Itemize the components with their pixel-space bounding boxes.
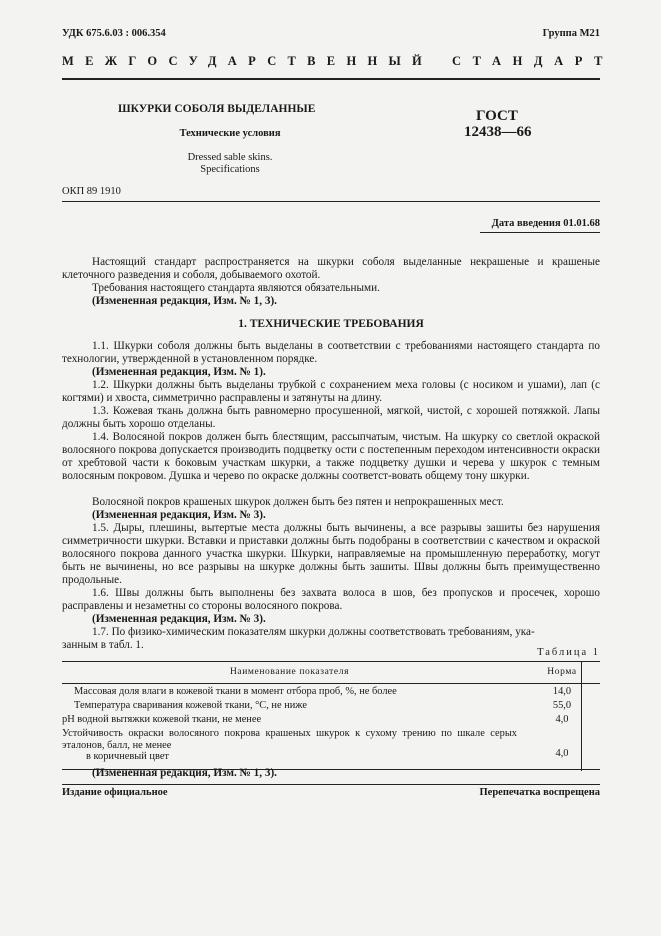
- clause-1-5: 1.5. Дыры, плешины, вытертые места должны быть вычинены, а все разрывы зашиты без нарушения симметричности шкурки. Вставки и приставки должны быть подобраны в соответствии с качеством и окраской волосяного покрова данного участка шкурки. Шкурки, направляемые на промышленную переработку, могут быть не вычинены, но все разрывы на шкурке должны быть зашиты. Швы должны быть преимущественно продольные.: [62, 522, 600, 586]
- banner-divider: [62, 78, 600, 80]
- clause-1-4-note: (Измененная редакция, Изм. № 3).: [92, 509, 266, 521]
- english-title-line1: Dressed sable skins.: [187, 152, 273, 163]
- document-title: ШКУРКИ СОБОЛЯ ВЫДЕЛАННЫЕ: [118, 103, 316, 115]
- clause-1-2: 1.2. Шкурки должны быть выделаны трубкой с сохранением меха головы (с носиком и ушами), лап (с когтями) и хвоста, симметрично расправлены и затянуты на длину.: [62, 379, 600, 404]
- group-code: Группа М21: [542, 28, 600, 39]
- clause-1-6-note: (Измененная редакция, Изм. № 3).: [92, 613, 266, 625]
- okp-code: ОКП 89 1910: [62, 186, 121, 197]
- clause-1-7-line2: занным в табл. 1.: [62, 639, 144, 651]
- table-cell-norm: 4,0: [555, 748, 569, 759]
- clause-1-6: 1.6. Швы должны быть выполнены без захвата волоса в шов, без пропусков и просечек, хорошо расправлены и незаметны со стороны волосяного покрова.: [62, 587, 600, 612]
- document-subtitle: Технические условия: [179, 128, 281, 139]
- clause-1-3: 1.3. Кожевая ткань должна быть равномерно просушенной, мягкой, чистой, с хорошей потяжкой. Лапы должны быть хорошо отделаны.: [62, 405, 600, 430]
- table-top-rule: [62, 661, 600, 662]
- table-cell-norm: 14,0: [552, 686, 572, 697]
- effective-date-label: Дата введения: [491, 218, 561, 229]
- date-underline: [480, 232, 600, 233]
- effective-date-value: 01.01.68: [563, 218, 600, 229]
- table-caption: Таблица 1: [537, 647, 600, 658]
- footer-official-edition: Издание официальное: [62, 787, 168, 798]
- udk-code: УДК 675.6.03 : 006.354: [62, 28, 166, 39]
- english-title-line2: Specifications: [200, 164, 260, 175]
- title-divider: [62, 201, 600, 202]
- clause-1-4: 1.4. Волосяной покров должен быть блестящим, рассыпчатым, чистым. На шкурку со светлой окраской волосяного покрова допускается производить подцветку ости с постепенным переходом интенсивности окраски от хребтовой части к боковым участкам шкурки, а также подцветку душки и черева у шкурок с темным волосяным покровом. Душка и черево по окраске должны соответст-вовать общему тону шкурки.: [62, 431, 600, 482]
- clause-1-4-dyed: Волосяной покров крашеных шкурок должен быть без пятен и непрокрашенных мест.: [92, 496, 504, 508]
- standard-banner-right: СТАНДАРТ: [452, 54, 615, 68]
- section-heading: 1. ТЕХНИЧЕСКИЕ ТРЕБОВАНИЯ: [238, 318, 424, 330]
- table-cell-name: pH водной вытяжки кожевой ткани, не менее: [62, 714, 262, 725]
- table-header-rule: [62, 683, 600, 684]
- table-cell-name-cont: в коричневый цвет: [86, 751, 169, 762]
- table-1: [62, 661, 600, 771]
- gost-label: ГОСТ: [476, 108, 518, 124]
- table-revision-note: (Измененная редакция, Изм. № 1, 3).: [92, 767, 277, 779]
- gost-number: 12438—66: [464, 124, 532, 140]
- table-header-name: Наименование показателя: [229, 667, 350, 677]
- table-header-norm: Норма: [547, 667, 577, 677]
- intro-paragraph: Настоящий стандарт распространяется на шкурки соболя выделанные некрашеные и крашеные клеточного разведения и соболя, добываемого охотой.: [62, 256, 600, 281]
- clause-1-7-line1: 1.7. По физико-химическим показателям шкурки должны соответствовать требованиям, ука-: [92, 626, 535, 638]
- footer-divider: [62, 784, 600, 785]
- table-cell-name: Устойчивость окраски волосяного покрова крашеных шкурок к сухому трению по шкале серых эталонов, балл, не менее: [62, 728, 517, 751]
- table-cell-norm: 55,0: [552, 700, 572, 711]
- standard-banner-left: МЕЖГОСУДАРСТВЕННЫЙ: [62, 54, 434, 68]
- footer-reprint-prohibited: Перепечатка воспрещена: [479, 787, 600, 798]
- table-cell-name: Температура сваривания кожевой ткани, °С, не ниже: [74, 700, 307, 711]
- table-cell-name: Массовая доля влаги в кожевой ткани в момент отбора проб, %, не более: [74, 686, 397, 697]
- intro-revision-note: (Измененная редакция, Изм. № 1, 3).: [92, 295, 277, 307]
- clause-1-1-note: (Измененная редакция, Изм. № 1).: [92, 366, 266, 378]
- effective-date: [492, 218, 600, 229]
- table-cell-norm: 4,0: [555, 714, 569, 725]
- intro-mandatory: Требования настоящего стандарта являются обязательными.: [92, 282, 380, 294]
- clause-1-1: 1.1. Шкурки соболя должны быть выделаны в соответствии с требованиями настоящего стандарта по технологии, утвержденной в установленном порядке.: [62, 340, 600, 365]
